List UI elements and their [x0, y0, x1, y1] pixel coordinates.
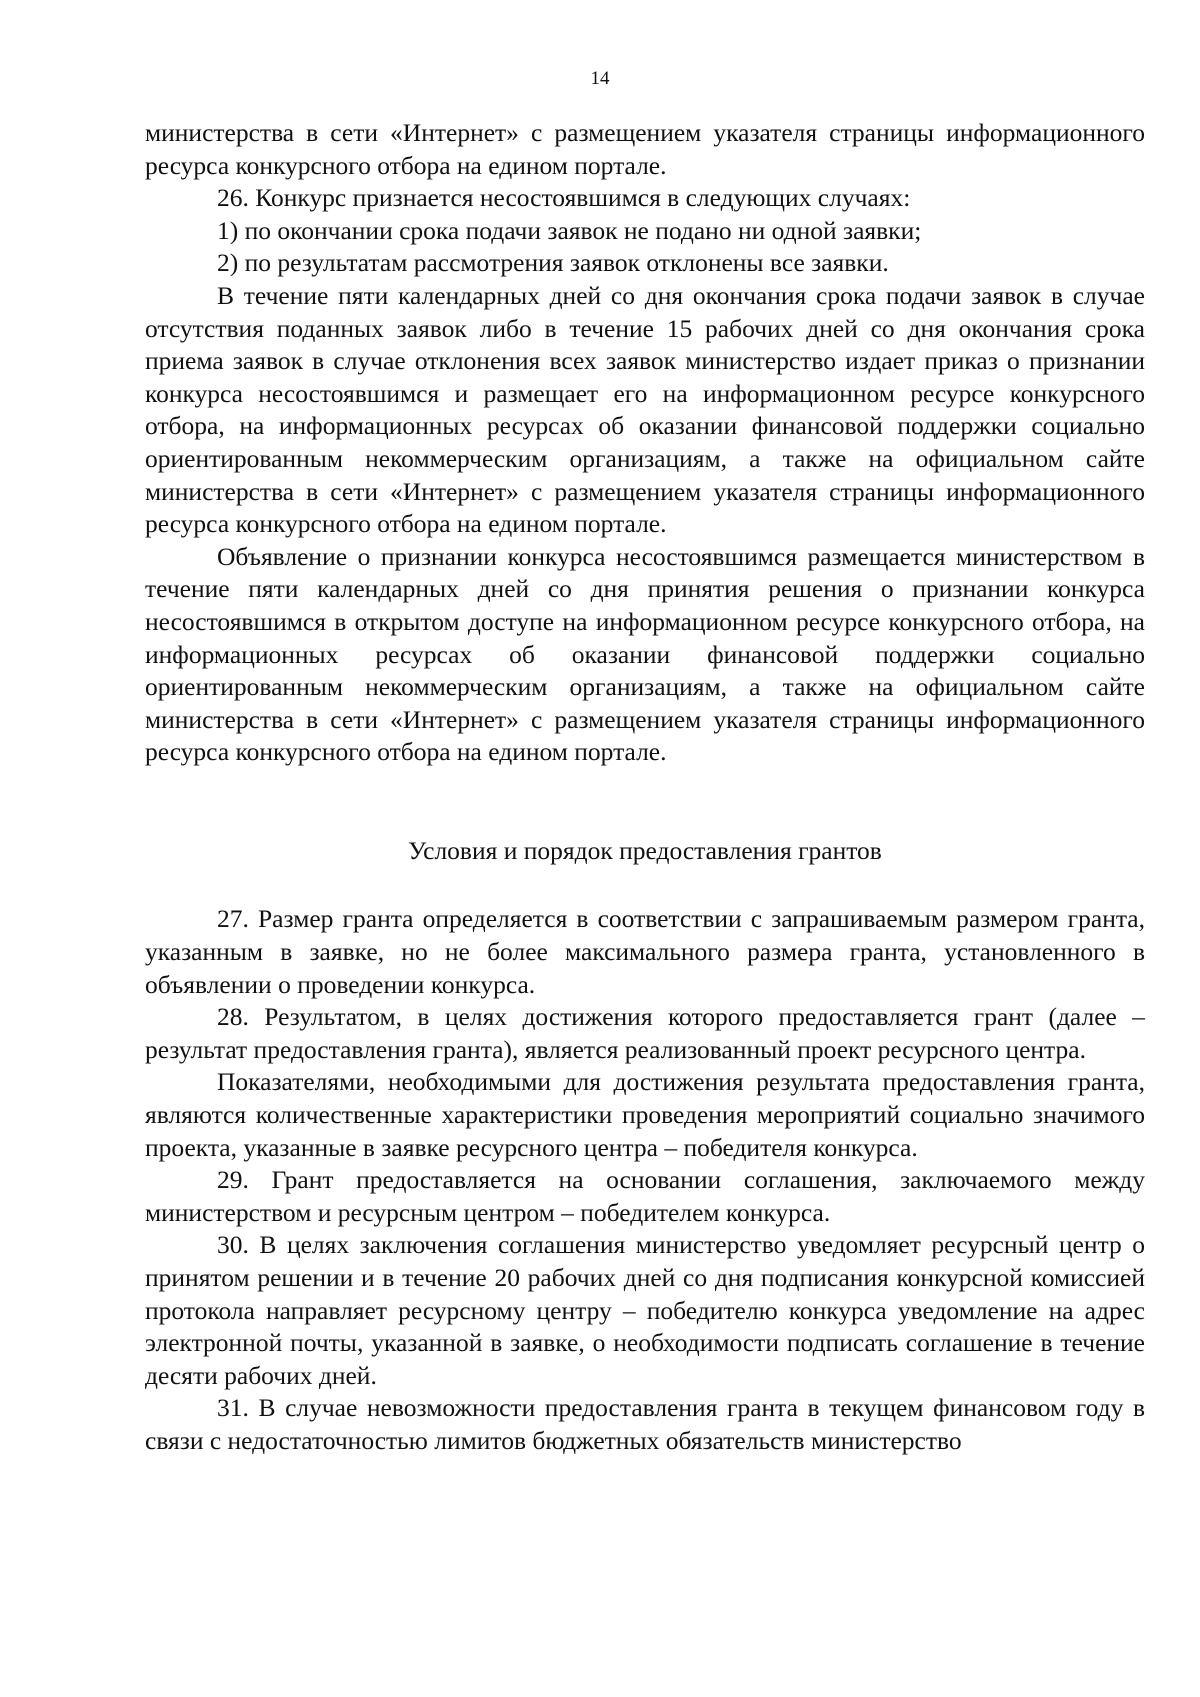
paragraph-item-28: 28. Результатом, в целях достижения которого предоставляется грант (далее – результат предоставления гранта), является реализованный проект ресурсного центра.	[145, 1002, 1145, 1064]
paragraph-continuation: министерства в сети «Интернет» с размещением указателя страницы информационного ресурса конкурсного отбора на едином портале.	[145, 118, 1145, 180]
paragraph-indicators: Показателями, необходимыми для достижения результата предоставления гранта, являются количественные характеристики проведения мероприятий социально значимого проекта, указанные в заявке ресурсного центра – победителя конкурса.	[145, 1067, 1145, 1162]
paragraph-item-30: 30. В целях заключения соглашения министерство уведомляет ресурсный центр о принятом решении и в течение 20 рабочих дней со дня подписания конкурсной комиссией протокола направляет ресурсному центру – победителю конкурса уведомление на адрес электронной почты, указанной в заявке, о необходимости подписать соглашение в течение десяти рабочих дней.	[145, 1230, 1145, 1390]
paragraph-item-31: 31. В случае невозможности предоставления гранта в текущем финансовом году в связи с недостаточностью лимитов бюджетных обязательств министерство	[145, 1393, 1145, 1455]
page-number: 14	[590, 68, 610, 89]
paragraph-item-27: 27. Размер гранта определяется в соответствии с запрашиваемым размером гранта, указанным в заявке, но не более максимального размера гранта, установленного в объявлении о проведении конкурса.	[145, 904, 1145, 999]
document-body	[145, 117, 1145, 1458]
paragraph-announcement: Объявление о признании конкурса несостоявшимся размещается министерством в течение пяти календарных дней со дня принятия решения о признании конкурса несостоявшимся в открытом доступе на информационном ресурсе конкурсного отбора, на информационных ресурсах об оказании финансовой поддержки социально ориентированным некоммерческим организациям, а также на официальном сайте министерства в сети «Интернет» с размещением указателя страницы информационного ресурса конкурсного отбора на едином портале.	[145, 541, 1145, 767]
paragraph-item-26: 26. Конкурс признается несостоявшимся в следующих случаях:	[217, 183, 911, 213]
section-title: Условия и порядок предоставления грантов	[408, 835, 882, 865]
paragraph-item-26-2: 2) по результатам рассмотрения заявок отклонены все заявки.	[217, 248, 889, 278]
paragraph-item-29: 29. Грант предоставляется на основании соглашения, заключаемого между министерством и ресурсным центром – победителем конкурса.	[145, 1165, 1145, 1227]
paragraph-item-26-1: 1) по окончании срока подачи заявок не подано ни одной заявки;	[217, 215, 922, 245]
paragraph-deadline: В течение пяти календарных дней со дня окончания срока подачи заявок в случае отсутствия поданных заявок либо в течение 15 рабочих дней со дня окончания срока приема заявок в случае отклонения всех заявок министерство издает приказ о признании конкурса несостоявшимся и размещает его на информационном ресурсе конкурсного отбора, на информационных ресурсах об оказании финансовой поддержки социально ориентированным некоммерческим организациям, а также на официальном сайте министерства в сети «Интернет» с размещением указателя страницы информационного ресурса конкурсного отбора на едином портале.	[145, 280, 1145, 539]
